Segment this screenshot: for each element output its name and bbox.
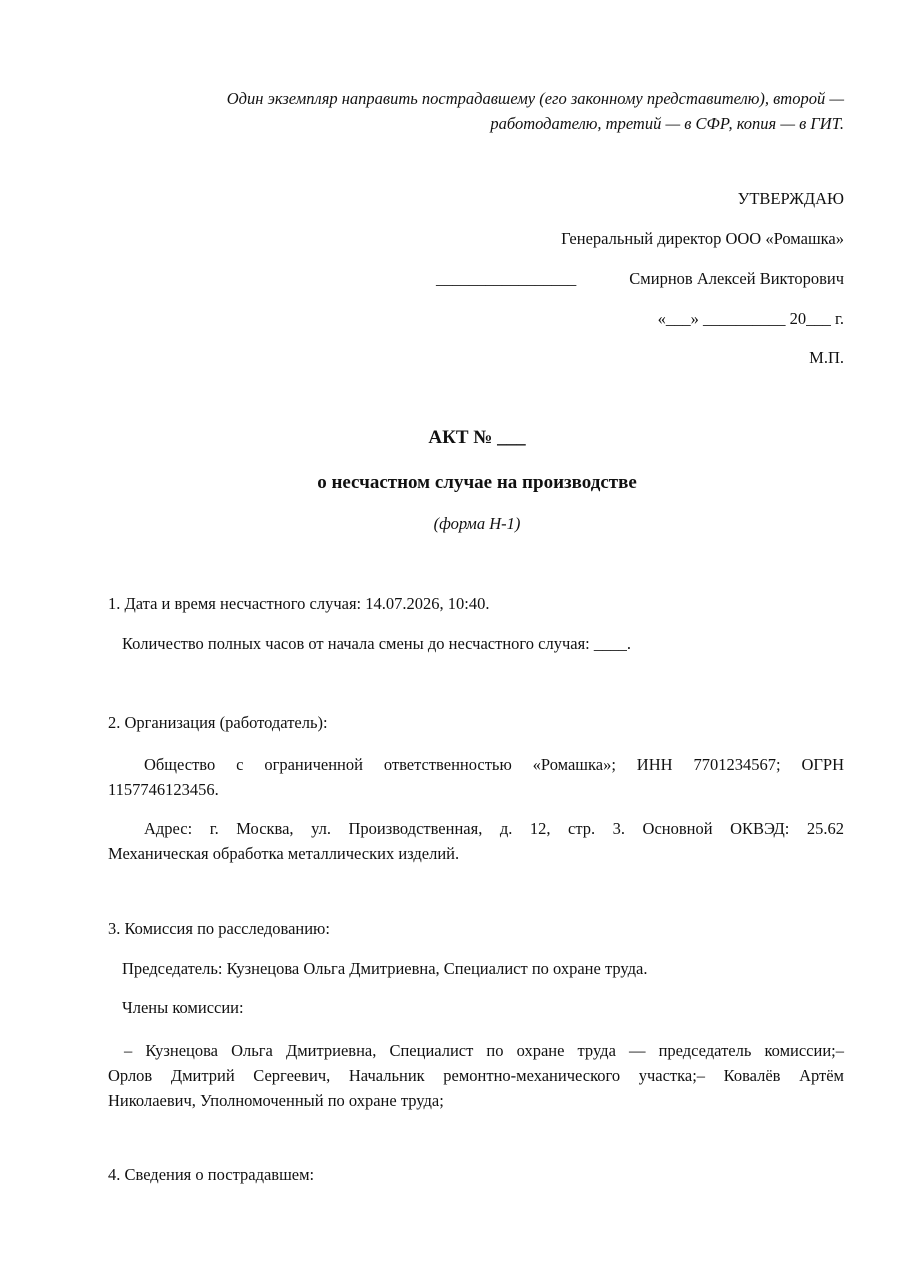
- section3-heading: 3. Комиссия по расследованию:: [108, 919, 330, 938]
- act-subtitle: о несчастном случае на производстве: [317, 472, 637, 493]
- approval-signature-line: _________________: [436, 269, 577, 288]
- section2-org-line1: Общество с ограниченной ответственностью «Ромашка»; ИНН 7701234567; ОГРН: [144, 755, 844, 774]
- approval-signer: Смирнов Алексей Викторович: [629, 269, 844, 288]
- approval-title: УТВЕРЖДАЮ: [737, 189, 844, 208]
- section2-address-paragraph: [108, 816, 844, 866]
- section2-org-paragraph: [108, 752, 844, 802]
- section3-members-label: Члены комиссии:: [122, 998, 244, 1017]
- section3-members-list: [108, 1038, 844, 1113]
- distribution-note-line1: Один экземпляр направить пострадавшему (его законному представителю), второй —: [226, 89, 844, 108]
- act-form: (форма Н-1): [433, 514, 521, 533]
- section2-heading: 2. Организация (работодатель):: [108, 713, 328, 732]
- section1-heading: 1. Дата и время несчастного случая: 14.07.2026, 10:40.: [108, 594, 490, 613]
- approval-position: Генеральный директор ООО «Ромашка»: [561, 229, 844, 248]
- distribution-note: [227, 86, 844, 136]
- approval-date-line: «___» __________ 20___ г.: [657, 309, 844, 328]
- section2-org-line2: 1157746123456.: [108, 780, 219, 799]
- section3-chair: Председатель: Кузнецова Ольга Дмитриевна, Специалист по охране труда.: [122, 959, 648, 978]
- section1-hours: Количество полных часов от начала смены до несчастного случая: ____.: [122, 634, 631, 653]
- section4-heading: 4. Сведения о пострадавшем:: [108, 1165, 315, 1184]
- section2-address-line1: Адрес: г. Москва, ул. Производственная, д. 12, стр. 3. Основной ОКВЭД: 25.62: [144, 819, 844, 838]
- section3-members-line1: – Кузнецова Ольга Дмитриевна, Специалист по охране труда — председатель комиссии;–: [124, 1041, 844, 1060]
- section2-address-line2: Механическая обработка металлических изделий.: [108, 844, 460, 863]
- act-title: АКТ № ___: [428, 427, 526, 448]
- approval-stamp: М.П.: [809, 348, 844, 367]
- section3-members-line3: Николаевич, Уполномоченный по охране труда;: [108, 1091, 444, 1110]
- distribution-note-line2: работодателю, третий — в СФР, копия — в ГИТ.: [490, 114, 844, 133]
- section3-members-line2: Орлов Дмитрий Сергеевич, Начальник ремонтно-механического участка;– Ковалёв Артём: [108, 1066, 844, 1085]
